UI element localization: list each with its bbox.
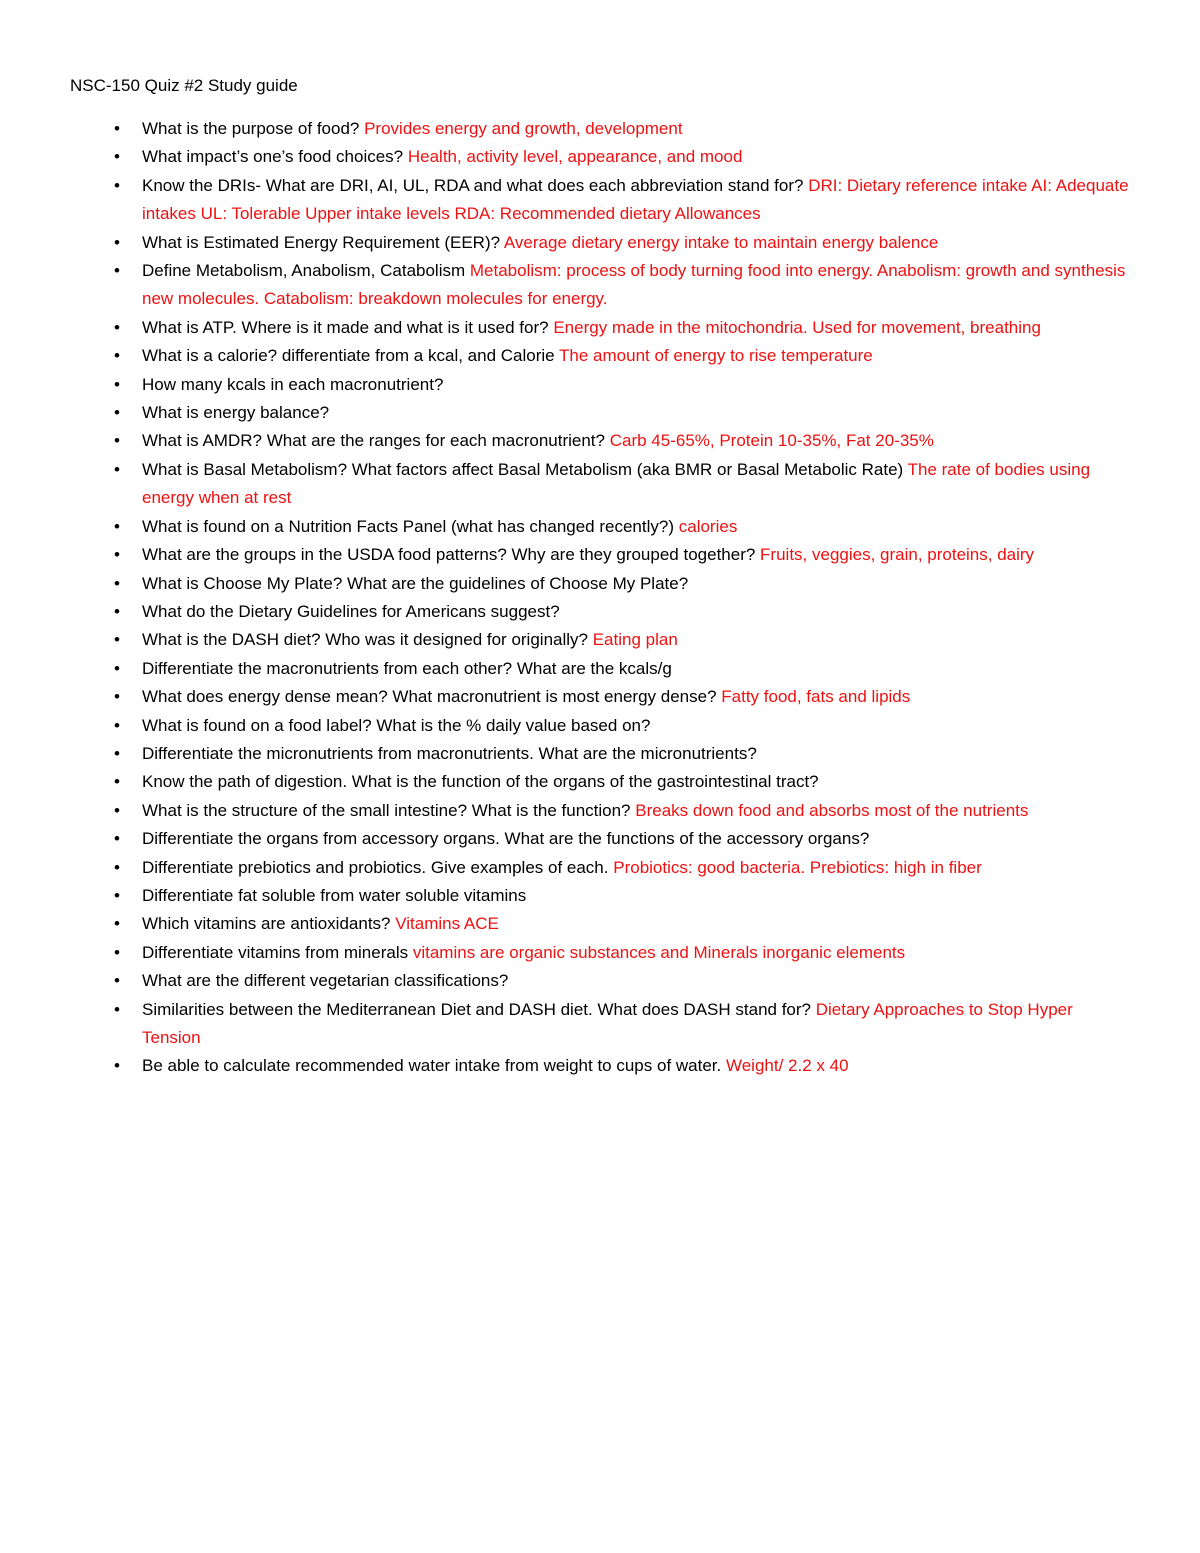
bullet-icon: • (114, 743, 120, 763)
question-text: What is Choose My Plate? What are the guidelines of Choose My Plate? (142, 573, 689, 593)
bullet-icon: • (114, 829, 120, 849)
answer-text: Dietary Approaches to Stop Hyper Tension (142, 999, 1073, 1047)
list-item (0, 342, 1200, 370)
question-text: Be able to calculate recommended water intake from weight to cups of water. (142, 1056, 722, 1076)
list-item (0, 314, 1200, 342)
list-item (0, 825, 1200, 853)
question-text: Know the path of digestion. What is the function of the organs of the gastrointestinal tract? (142, 772, 819, 792)
question-text: What is found on a food label? What is the % daily value based on? (142, 715, 651, 735)
answer-text: Fatty food, fats and lipids (721, 687, 911, 707)
bullet-icon: • (114, 573, 120, 593)
list-item (0, 143, 1200, 171)
question-text: What is Estimated Energy Requirement (EER)? (142, 232, 501, 252)
answer-text: Probiotics: good bacteria. Prebiotics: high in fiber (613, 857, 982, 877)
answer-text: Provides energy and growth, development (364, 119, 683, 138)
bullet-icon: • (114, 374, 120, 394)
question-text: Differentiate prebiotics and probiotics. Give examples of each. (142, 857, 609, 877)
bullet-icon: • (114, 431, 120, 451)
bullet-icon: • (114, 772, 120, 792)
question-text: Define Metabolism, Anabolism, Catabolism (142, 261, 466, 281)
list-item (0, 683, 1200, 711)
list-item (0, 172, 1200, 229)
bullet-icon: • (114, 687, 120, 707)
list-item (0, 1052, 1200, 1080)
list-item (0, 910, 1200, 938)
question-text: Differentiate vitamins from minerals (142, 942, 409, 962)
answer-text: DRI: Dietary reference intake AI: Adequate intakes UL: Tolerable Upper intake levels RDA: Recommended dietary Allowances (142, 175, 1129, 224)
question-text: What impact’s one’s food choices? (142, 147, 404, 167)
question-text: Know the DRIs- What are DRI, AI, UL, RDA and what does each abbreviation stand for? (142, 175, 804, 195)
bullet-icon: • (114, 715, 120, 735)
list-item (0, 598, 1200, 626)
answer-text: Breaks down food and absorbs most of the nutrients (635, 800, 1029, 820)
answer-text: Carb 45-65%, Protein 10-35%, Fat 20-35% (609, 431, 934, 451)
question-text: What is ATP. Where is it made and what is it used for? (142, 317, 549, 337)
question-text: What is the DASH diet? Who was it designed for originally? (142, 630, 588, 650)
list-item (0, 882, 1200, 910)
list-item (0, 967, 1200, 995)
answer-text: vitamins are organic substances and Minerals inorganic elements (412, 942, 906, 962)
question-text: How many kcals in each macronutrient? (142, 374, 444, 394)
bullet-icon: • (114, 942, 120, 962)
question-text: Differentiate the micronutrients from macronutrients. What are the micronutrients? (142, 743, 757, 763)
list-item (0, 996, 1200, 1053)
bullet-icon: • (114, 1056, 120, 1076)
list-item (0, 740, 1200, 768)
list-item (0, 371, 1200, 399)
bullet-icon: • (114, 601, 120, 621)
answer-text: The rate of bodies using energy when at rest (142, 459, 1091, 508)
bullet-icon: • (114, 516, 120, 536)
bullet-icon: • (114, 346, 120, 366)
list-item (0, 655, 1200, 683)
list-item (0, 229, 1200, 257)
list-item (0, 456, 1200, 513)
bullet-icon: • (114, 175, 120, 195)
list-item (0, 712, 1200, 740)
question-text: What is the structure of the small intestine? What is the function? (142, 800, 631, 820)
question-text: What are the different vegetarian classifications? (142, 971, 509, 991)
question-text: What do the Dietary Guidelines for Americans suggest? (142, 601, 560, 621)
bullet-icon: • (114, 630, 120, 650)
question-text: What is energy balance? (142, 403, 330, 423)
bullet-icon: • (114, 971, 120, 991)
answer-text: Weight/ 2.2 x 40 (725, 1056, 849, 1076)
answer-text: Energy made in the mitochondria. Used for movement, breathing (553, 317, 1041, 337)
answer-text: Eating plan (592, 630, 678, 650)
question-text: What is Basal Metabolism? What factors affect Basal Metabolism (aka BMR or Basal Metabolic Rate) (142, 459, 904, 479)
question-text: Differentiate fat soluble from water soluble vitamins (142, 885, 527, 905)
list-item (0, 399, 1200, 427)
bullet-icon: • (114, 119, 120, 138)
list-item (0, 541, 1200, 569)
bullet-icon: • (114, 261, 120, 281)
bullet-icon: • (114, 800, 120, 820)
list-item (0, 797, 1200, 825)
question-text: Differentiate the organs from accessory organs. What are the functions of the accessory organs? (142, 829, 870, 849)
answer-text: Health, activity level, appearance, and mood (407, 147, 743, 167)
bullet-icon: • (114, 885, 120, 905)
bullet-icon: • (114, 317, 120, 337)
bullet-icon: • (114, 857, 120, 877)
list-item (0, 768, 1200, 796)
question-text: What is AMDR? What are the ranges for each macronutrient? (142, 431, 605, 451)
question-text: What are the groups in the USDA food patterns? Why are they grouped together? (142, 545, 756, 565)
answer-text: Vitamins ACE (395, 914, 499, 934)
list-item (0, 626, 1200, 654)
answer-text: Fruits, veggies, grain, proteins, dairy (760, 545, 1035, 565)
bullet-icon: • (114, 147, 120, 167)
answer-text: The amount of energy to rise temperature (559, 346, 873, 366)
bullet-icon: • (114, 658, 120, 678)
list-item (0, 427, 1200, 455)
question-text: What is the purpose of food? (142, 119, 360, 138)
answer-text: calories (678, 516, 738, 536)
question-text: Similarities between the Mediterranean Diet and DASH diet. What does DASH stand for? (142, 999, 811, 1019)
list-item (0, 854, 1200, 882)
bullet-icon: • (114, 999, 120, 1019)
bullet-icon: • (114, 459, 120, 479)
question-text: Which vitamins are antioxidants? (142, 914, 391, 934)
question-text: What is a calorie? differentiate from a kcal, and Calorie (142, 346, 555, 366)
question-text: Differentiate the macronutrients from each other? What are the kcals/g (142, 658, 672, 678)
answer-text: Average dietary energy intake to maintain energy balence (503, 232, 939, 252)
list-item (0, 115, 1200, 143)
list-item (0, 939, 1200, 967)
study-question-list (0, 115, 1200, 1081)
list-item (0, 513, 1200, 541)
bullet-icon: • (114, 232, 120, 252)
bullet-icon: • (114, 545, 120, 565)
list-item (0, 257, 1200, 314)
answer-text: Metabolism: process of body turning food into energy. Anabolism: growth and synthesis new molecules. Catabolism: breakdown molecules for energy. (142, 261, 1126, 309)
question-text: What does energy dense mean? What macronutrient is most energy dense? (142, 687, 717, 707)
question-text: What is found on a Nutrition Facts Panel (what has changed recently?) (142, 516, 675, 536)
list-item (0, 570, 1200, 598)
bullet-icon: • (114, 914, 120, 934)
bullet-icon: • (114, 403, 120, 423)
document-title: NSC-150 Quiz #2 Study guide (70, 76, 298, 95)
